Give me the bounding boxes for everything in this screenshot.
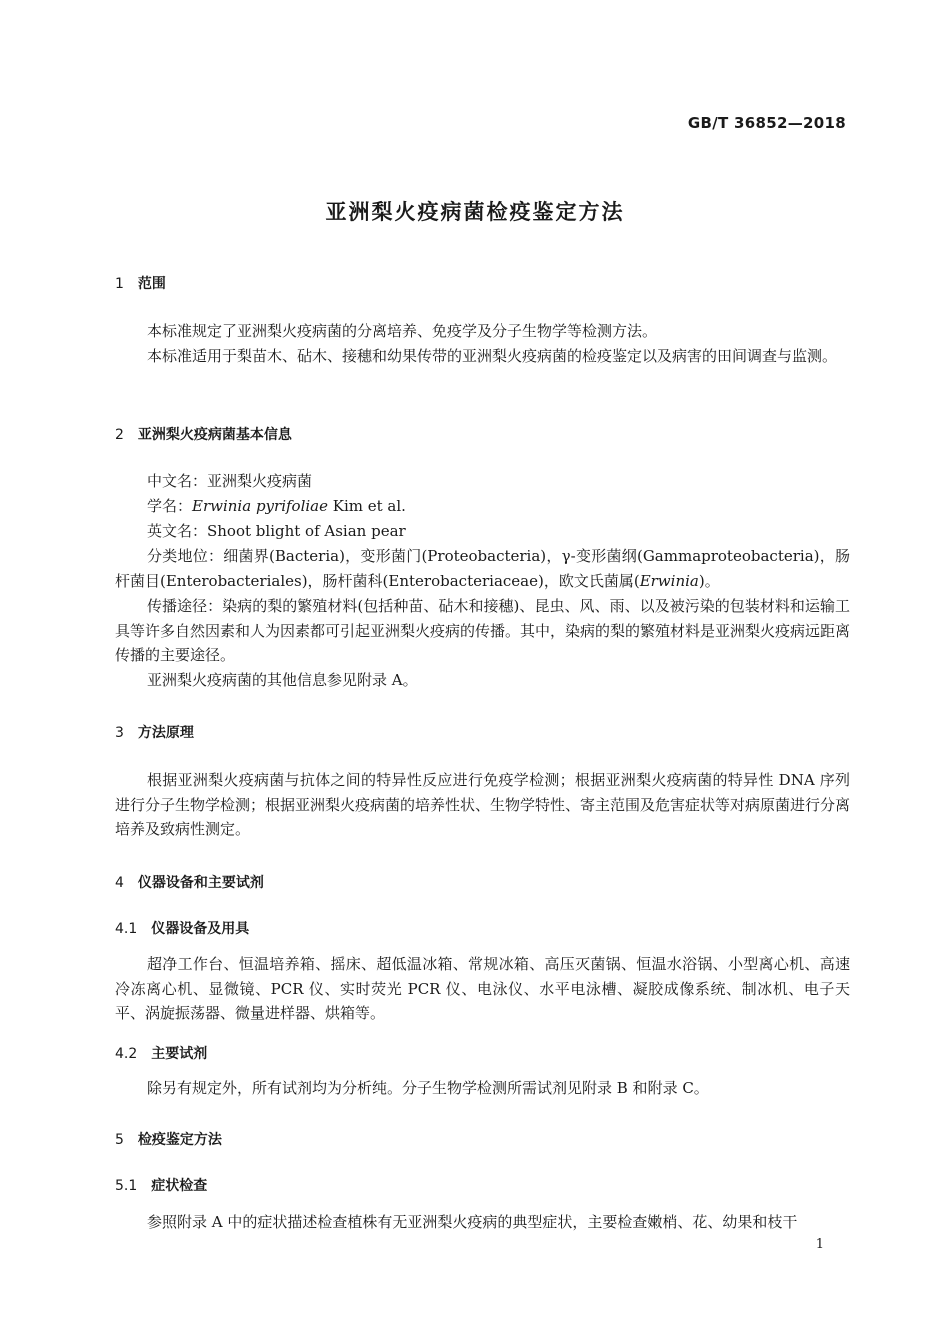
section-number: 2 bbox=[115, 427, 124, 443]
paragraph: 超净工作台、恒温培养箱、摇床、超低温冰箱、常规冰箱、高压灭菌锅、恒温水浴锅、小型离心机、高速冷冻离心机、显微镜、PCR 仪、实时荧光 PCR 仪、电泳仪、水平电泳槽、凝胶成像系统、制冰机、电子天平、涡旋振荡器、微量进样器、烘箱等。 bbox=[115, 955, 850, 1022]
taxonomy-paragraph bbox=[115, 544, 850, 593]
section-title: 亚洲梨火疫病菌基本信息 bbox=[137, 427, 292, 443]
english-name: 英文名：Shoot blight of Asian pear bbox=[147, 522, 406, 540]
section-title: 症状检查 bbox=[151, 1178, 208, 1194]
section-3-heading bbox=[115, 722, 194, 742]
section-title: 范围 bbox=[137, 276, 166, 292]
section-number: 4 bbox=[115, 875, 124, 891]
paragraph: 除另有规定外，所有试剂均为分析纯。分子生物学检测所需试剂见附录 B 和附录 C。 bbox=[147, 1079, 709, 1097]
section-4-heading bbox=[115, 872, 264, 892]
paragraph: 亚洲梨火疫病菌的其他信息参见附录 A。 bbox=[147, 671, 418, 689]
standard-code: GB/T 36852—2018 bbox=[687, 114, 846, 132]
section-title: 检疫鉴定方法 bbox=[137, 1132, 222, 1148]
section-number: 5 bbox=[115, 1132, 124, 1148]
paragraph: 参照附录 A 中的症状描述检查植株有无亚洲梨火疫病的典型症状，主要检查嫩梢、花、幼果和枝干 bbox=[147, 1213, 798, 1231]
section-title: 方法原理 bbox=[137, 725, 194, 741]
chinese-name: 中文名：亚洲梨火疫病菌 bbox=[147, 472, 313, 490]
species-name: Erwinia pyrifoliae bbox=[192, 497, 328, 515]
section-1-heading bbox=[115, 273, 166, 293]
taxonomy-end: )。 bbox=[698, 571, 720, 590]
label: 学名： bbox=[147, 497, 193, 515]
section-number: 5.1 bbox=[115, 1178, 138, 1194]
section-number: 1 bbox=[115, 276, 124, 292]
scientific-name bbox=[147, 495, 406, 516]
section-number: 4.1 bbox=[115, 921, 138, 937]
section-number: 3 bbox=[115, 725, 124, 741]
section-title: 仪器设备和主要试剂 bbox=[137, 875, 264, 891]
paragraph: 本标准规定了亚洲梨火疫病菌的分离培养、免疫学及分子生物学等检测方法。 bbox=[147, 322, 658, 340]
subsection-4-2-heading bbox=[115, 1043, 207, 1063]
page-number: 1 bbox=[815, 1237, 824, 1252]
genus-name: Erwinia bbox=[639, 571, 699, 590]
taxonomy-text: 分类地位：细菌界(Bacteria)，变形菌门(Proteobacteria)，γ-变形菌纲(Gammaproteobacteria)，肠杆菌目(Enterobacteriales)，肠杆菌科(Enterobacteriaceae)，欧文氏菌属( bbox=[115, 547, 850, 590]
subsection-5-1-heading bbox=[115, 1175, 207, 1195]
paragraph: 本标准适用于梨苗木、砧木、接穗和幼果传带的亚洲梨火疫病菌的检疫鉴定以及病害的田间调查与监测。 bbox=[147, 347, 838, 365]
document-title: 亚洲梨火疫病菌检疫鉴定方法 bbox=[325, 200, 625, 224]
paragraph: 根据亚洲梨火疫病菌与抗体之间的特异性反应进行免疫学检测；根据亚洲梨火疫病菌的特异性 DNA 序列进行分子生物学检测；根据亚洲梨火疫病菌的培养性状、生物学特性、寄主范围及危害症状等对病原菌进行分离培养及致病性测定。 bbox=[115, 771, 851, 838]
section-number: 4.2 bbox=[115, 1046, 138, 1062]
section-2-heading bbox=[115, 424, 292, 444]
subsection-4-1-heading bbox=[115, 918, 249, 938]
section-title: 主要试剂 bbox=[151, 1046, 208, 1062]
section-title: 仪器设备及用具 bbox=[151, 921, 250, 937]
section-5-heading bbox=[115, 1129, 222, 1149]
authority: Kim et al. bbox=[327, 497, 406, 515]
transmission-paragraph: 传播途径：染病的梨的繁殖材料(包括种苗、砧木和接穗)、昆虫、风、雨、以及被污染的包装材料和运输工具等许多自然因素和人为因素都可引起亚洲梨火疫病的传播。其中，染病的梨的繁殖材料是亚洲梨火疫病远距离传播的主要途径。 bbox=[115, 597, 851, 664]
